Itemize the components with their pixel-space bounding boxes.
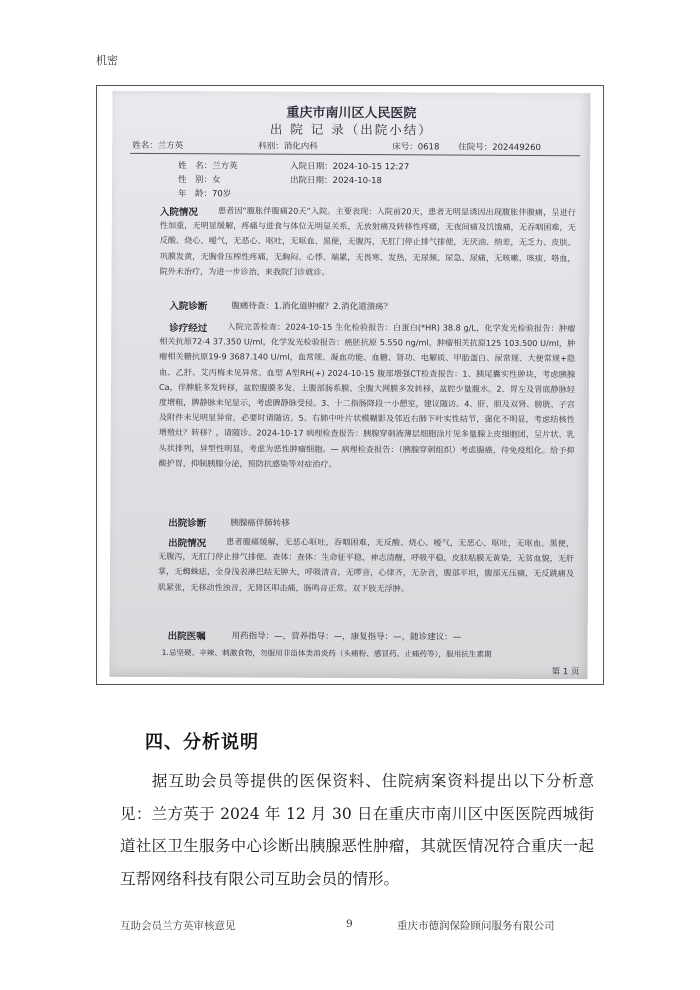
record-page-number: 第 1 页 <box>551 667 580 678</box>
course-text: 入院完善检查：2024-10-15 生化检验报告：白蛋白(*HR) 38.8 g/L，化学发光检验报告：肿瘤相关抗原72-4 37.350 U/ml，化学发光检验报告：癌胚抗原 5.550 ng/ml，肿瘤相关抗原125 103.500 U/ml，肿瘤相关糖抗原19-9 3687.140 U/ml，血常规、凝血功能、血糖、肾功、电解质、甲胎蛋白、尿常规、大便常规+隐血、乙肝、艾丙梅未见异常。血型 A型RH(+) 2024-10-15 腹部增强CT检查报告：1、胰尾囊实性肿块，考虑胰腺Ca，伴脾脏多发转移，盆腔腹膜多发、上腹部肠系膜、全腹大网膜多发转移，盆腔少量腹水。2、胃左及胃底静脉轻度增粗，脾静脉未见显示，考虑脾静脉受侵。3、十二指肠降段一小憩室，建议随访。4、肝、胆及双肾、膀胱、子宫及附件未见明显异常，必要时请随访。5、右肺中叶片状模糊影及邻近右肺下叶实性结节，强化不明显，考虑结核性增殖灶？转移？，请随诊。2024-10-17 病理检查报告：胰腺穿刺液薄层细胞涂片见多量腺上皮细胞团，呈片状、乳头状排列，异型性明显，考虑为恶性肿瘤细胞。— 病理检查报告：（胰腺穿刺组织）考虑腺癌，待免疫组化。给予抑酸护胃，抑制胰腺分泌，预防抗感染等对症治疗。 <box>158 321 576 469</box>
patient-age: 年 龄：70岁 <box>177 189 232 200</box>
admission-text: 患者因“腹胀伴腹痛20天”入院。主要表现：入院前20天，患者无明显诱因出现腹胀伴腹痛，呈进行性加重，无明显缓解，疼痛与进食与体位无明显关系，无放射痛及转移性疼痛，无夜间痛及饥饿痛，无吞咽困难，无反酸、烧心、嗳气，无恶心、呕吐，无呕血、黑便，无腹泻，无肛门停止排气排便，无厌油、纳差，无乏力、皮肤、巩膜发黄，无胸骨压榨性疼痛，无胸闷、心悸、端累，无畏寒、发热，无尿频、尿急、尿痛，无咳嗽、咳痰、咯血，院外未治疗，为进一步诊治，来我院门诊就诊。 <box>159 205 576 277</box>
analysis-heading: 四、分析说明 <box>145 732 259 753</box>
record-info-bar <box>130 137 580 156</box>
course-heading: 诊疗经过 <box>169 323 208 335</box>
footer-page-number: 9 <box>346 918 353 930</box>
admission-heading: 入院情况 <box>159 207 198 219</box>
confidential-label: 机密 <box>96 54 118 67</box>
admit-diag-heading: 入院诊断 <box>169 301 208 313</box>
admit-diag-text: 腹痛待查：1.消化道肿瘤？2.消化道溃疡？ <box>231 301 393 313</box>
footer-right: 重庆市德润保险顾问服务有限公司 <box>397 920 555 932</box>
advice-heading: 出院医嘱 <box>167 631 206 643</box>
hospital-name: 重庆市南川区人民医院 <box>286 105 417 122</box>
discharge-diag-heading: 出院诊断 <box>168 518 207 530</box>
record-title: 出 院 记 录（出院小结） <box>269 121 433 138</box>
admit-date: 入院日期：2024-10-15 12:27 <box>290 161 410 173</box>
scanned-discharge-record <box>96 85 604 685</box>
discharge-heading: 出院情况 <box>168 538 207 550</box>
advice-text: 用药指导：—，营养指导：—，康复指导：—，随诊建议：— <box>231 631 462 643</box>
info-admission-no: 住院号：202449260 <box>458 142 541 153</box>
advice-item: 1.忌坚硬、辛辣、刺激食物，勿服用非甾体类消炎药（头痛粉、感冒药、止痛药等），服用抗生素期 <box>161 648 492 659</box>
info-department: 科别：消化内科 <box>258 141 318 152</box>
analysis-body <box>120 765 594 895</box>
record-paper <box>109 91 590 679</box>
patient-name: 姓 名：兰方英 <box>178 161 238 172</box>
footer-left: 互助会员兰方英审核意见 <box>120 920 236 932</box>
patient-gender: 性 别：女 <box>178 175 221 186</box>
info-name: 姓名：兰方英 <box>132 140 184 152</box>
discharge-text: 患者腹痛缓解，无恶心呕吐，吞咽困难，无反酸、烧心、嗳气，无恶心、呕吐，无呕血、黑便，无腹泻，无肛门停止排气排便。查体：查体：生命征平稳，神志清醒，呼吸平稳，皮肤粘膜无黄染，无贫血貌，无肝掌，无蜘蛛痣，全身浅表淋巴结无肿大，呼吸清音，无啰音，心律齐，无杂音，腹部平坦，腹部无压痛，无反跳痛及肌紧张，无移动性浊音，无肾区叩击痛，肠鸣音正常。双下肢无浮肿。 <box>157 536 575 593</box>
analysis-paragraph: 据互助会员等提供的医保资料、住院病案资料提出以下分析意见：兰方英于 2024 年 12 月 30 日在重庆市南川区中医医院西城街道社区卫生服务中心诊断出胰腺恶性肿瘤，其就医情况符合重庆一起互帮网络科技有限公司互助会员的情形。 <box>120 772 594 888</box>
discharge-date: 出院日期：2024-10-18 <box>290 175 383 187</box>
discharge-diag-text: 胰腺癌伴肺转移 <box>230 518 290 529</box>
info-bed: 床号：0618 <box>392 142 440 153</box>
